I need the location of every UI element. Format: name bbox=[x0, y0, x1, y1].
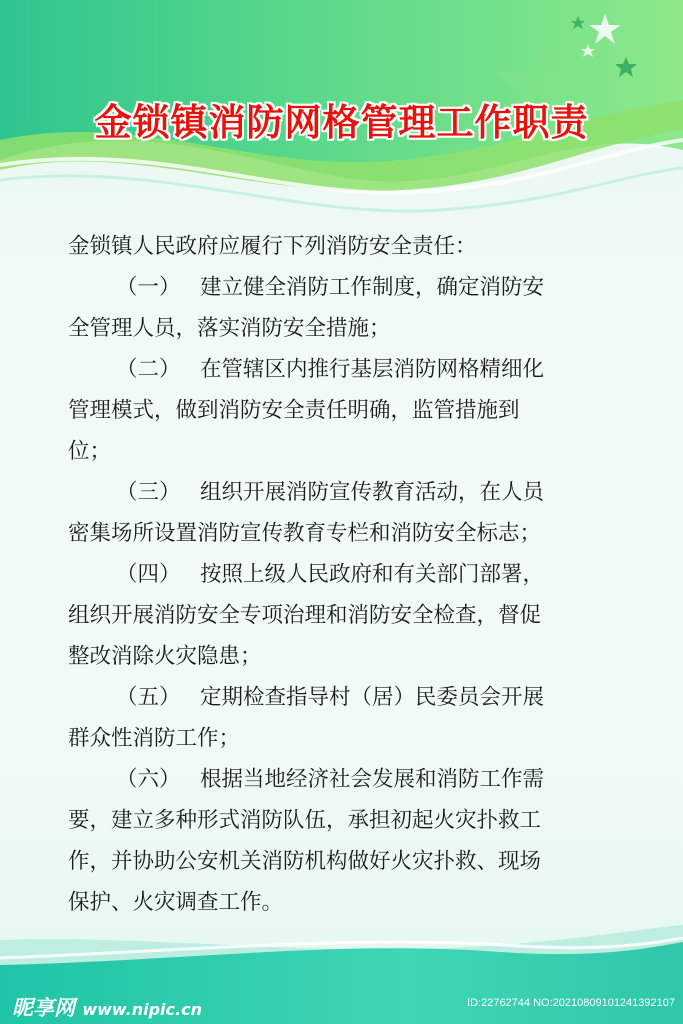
list-item-continued: 保护、火灾调查工作。 bbox=[68, 890, 284, 915]
watermark-url: www.nipic.cn bbox=[82, 1000, 202, 1019]
list-item: （一） 建立健全消防工作制度，确定消防安 bbox=[68, 267, 628, 308]
item-number: （四） bbox=[116, 562, 181, 587]
list-item: （二） 在管辖区内推行基层消防网格精细化 bbox=[68, 349, 628, 390]
list-item-continued: 位； bbox=[68, 439, 112, 464]
list-item-continued: 管理模式，做到消防安全责任明确，监管措施到 bbox=[68, 398, 520, 423]
watermark-brand: 昵享网 bbox=[12, 996, 75, 1020]
item-number: （三） bbox=[116, 480, 181, 505]
page-title: 金锁镇消防网格管理工作职责 bbox=[94, 101, 589, 144]
watermark-logo bbox=[12, 992, 202, 1022]
list-item-continued: 密集场所设置消防宣传教育专栏和消防安全标志； bbox=[68, 521, 542, 546]
list-item: （三） 组织开展消防宣传教育活动，在人员 bbox=[68, 472, 628, 513]
list-item-continued: 作，并协助公安机关消防机构做好火灾扑救、现场 bbox=[68, 849, 542, 874]
item-number: （五） bbox=[116, 685, 181, 710]
intro-text: 金锁镇人民政府应履行下列消防安全责任： bbox=[68, 234, 477, 259]
item-number: （六） bbox=[116, 767, 181, 792]
watermark-id: ID:22762744 NO:20210809101241392107 bbox=[467, 997, 675, 1009]
list-item: （五） 定期检查指导村（居）民委员会开展 bbox=[68, 677, 628, 718]
body-text bbox=[68, 226, 628, 923]
list-item-continued: 群众性消防工作； bbox=[68, 726, 241, 751]
item-number: （一） bbox=[116, 275, 181, 300]
list-item-continued: 全管理人员，落实消防安全措施； bbox=[68, 316, 391, 341]
list-item-continued: 整改消除火灾隐患； bbox=[68, 644, 262, 669]
list-item: （六） 根据当地经济社会发展和消防工作需 bbox=[68, 759, 628, 800]
list-item: （四） 按照上级人民政府和有关部门部署， bbox=[68, 554, 628, 595]
list-item-continued: 要，建立多种形式消防队伍，承担初起火灾扑救工 bbox=[68, 808, 542, 833]
list-item-continued: 组织开展消防安全专项治理和消防安全检查，督促 bbox=[68, 603, 542, 628]
item-number: （二） bbox=[116, 357, 181, 382]
